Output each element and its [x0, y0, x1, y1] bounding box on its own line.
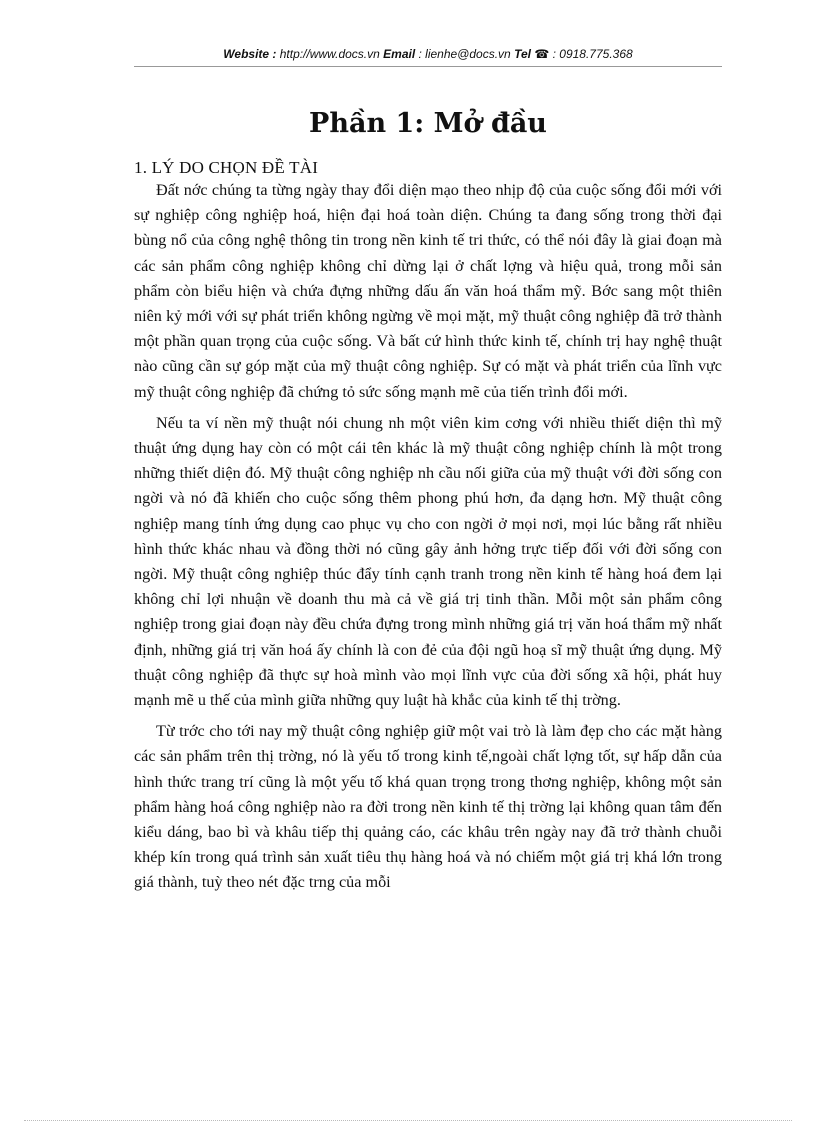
paragraph-2: Nếu ta ví nền mỹ thuật nói chung nh một viên kim cơng với nhiều thiết diện thì mỹ thuật ứng dụng hay còn có một cái tên khác là mỹ thuật công nghiệp chính là một trong những thiết diện đó. Mỹ thuật công nghiệp nh cầu nối giữa của mỹ thuật với đời sống con ngời và nó đã khiến cho cuộc sống thêm phong phú hơn, đa dạng hơn. Mỹ thuật công nghiệp mang tính ứng dụng cao phục vụ cho con ngời ở mọi nơi, mọi lúc bằng rất nhiều hình thức khác nhau và đồng thời nó cũng gây ảnh hởng trực tiếp đối với đời sống con ngời. Mỹ thuật công nghiệp thúc đẩy tính cạnh tranh trong nền kinh tế hàng hoá đem lại không chỉ lợi nhuận về doanh thu mà cả về giá trị tinh thần. Mỗi một sản phẩm công nghiệp trong giai đoạn này đều chứa đựng trong mình những giá trị văn hoá thẩm mỹ nhất định, những giá trị văn hoá ấy chính là con đẻ của đội ngũ hoạ sĩ mỹ thuật ứng dụng. Mỹ thuật công nghiệp đã thực sự hoà mình vào mọi lĩnh vực của đời sống xã hội, phát huy mạnh mẽ u thế của mình giữa những quy luật hà khắc của kinh tế thị trờng.: [134, 413, 722, 710]
website-label: Website :: [223, 47, 277, 61]
website-value: http://www.docs.vn: [276, 47, 384, 61]
paragraph-1: Đất nớc chúng ta từng ngày thay đổi diện mạo theo nhịp độ của cuộc sống đổi mới với sự nghiệp công nghiệp hoá, hiện đại hoá toàn diện. Chúng ta đang sống trong thời đại bùng nổ của công nghệ thông tin trong nền kinh tế tri thức, có thể nói đây là giai đoạn mà các sản phẩm công nghiệp không chỉ dừng lại ở chất lợng và hiệu quả, trong mỗi sản phẩm còn biểu hiện và chứa đựng những dấu ấn văn hoá thẩm mỹ. Bớc sang một thiên niên kỷ mới với sự phát triển không ngừng về mọi mặt, mỹ thuật công nghiệp đã trở thành một phần quan trọng của cuộc sống. Và bất cứ hình thức kinh tế, chính trị hay nghệ thuật nào cũng cần sự góp mặt của mỹ thuật công nghiệp. Sự có mặt và phát triển của lĩnh vực mỹ thuật công nghiệp đã chứng tỏ sức sống mạnh mẽ của tiến trình đổi mới.: [134, 181, 722, 401]
paragraph-3: Từ trớc cho tới nay mỹ thuật công nghiệp giữ một vai trò là làm đẹp cho các mặt hàng các sản phẩm trên thị trờng, nó là yếu tố trong kinh tế,ngoài chất lợng tốt, sự hấp dẫn của hình thức trang trí cũng là một yếu tố khá quan trọng trong thơng nghiệp, không một sản phẩm hàng hoá công nghiệp nào ra đời trong nền kinh tế thị trờng lại không quan tâm đến kiểu dáng, bao bì và khâu tiếp thị quảng cáo, các khâu trên ngày nay đã trở thành chuỗi khép kín trong quá trình sản xuất tiêu thụ hàng hoá và nó chiếm một giá trị khá lớn trong giá thành, tuỳ theo nét đặc trng của mỗi: [134, 722, 722, 892]
section-heading: 1. LÝ DO CHỌN ĐỀ TÀI: [134, 158, 319, 177]
page-header: [134, 47, 722, 61]
header-divider: [134, 66, 722, 67]
body-text: [134, 178, 722, 902]
tel-label: Tel: [514, 47, 531, 61]
footer-divider: [24, 1120, 792, 1121]
email-value: : lienhe@docs.vn: [415, 47, 515, 61]
email-label: Email: [383, 47, 416, 61]
phone-icon: ☎: [534, 47, 550, 61]
tel-value: : 0918.775.368: [552, 47, 633, 61]
page-title: Phần 1: Mở đầu: [309, 108, 547, 139]
